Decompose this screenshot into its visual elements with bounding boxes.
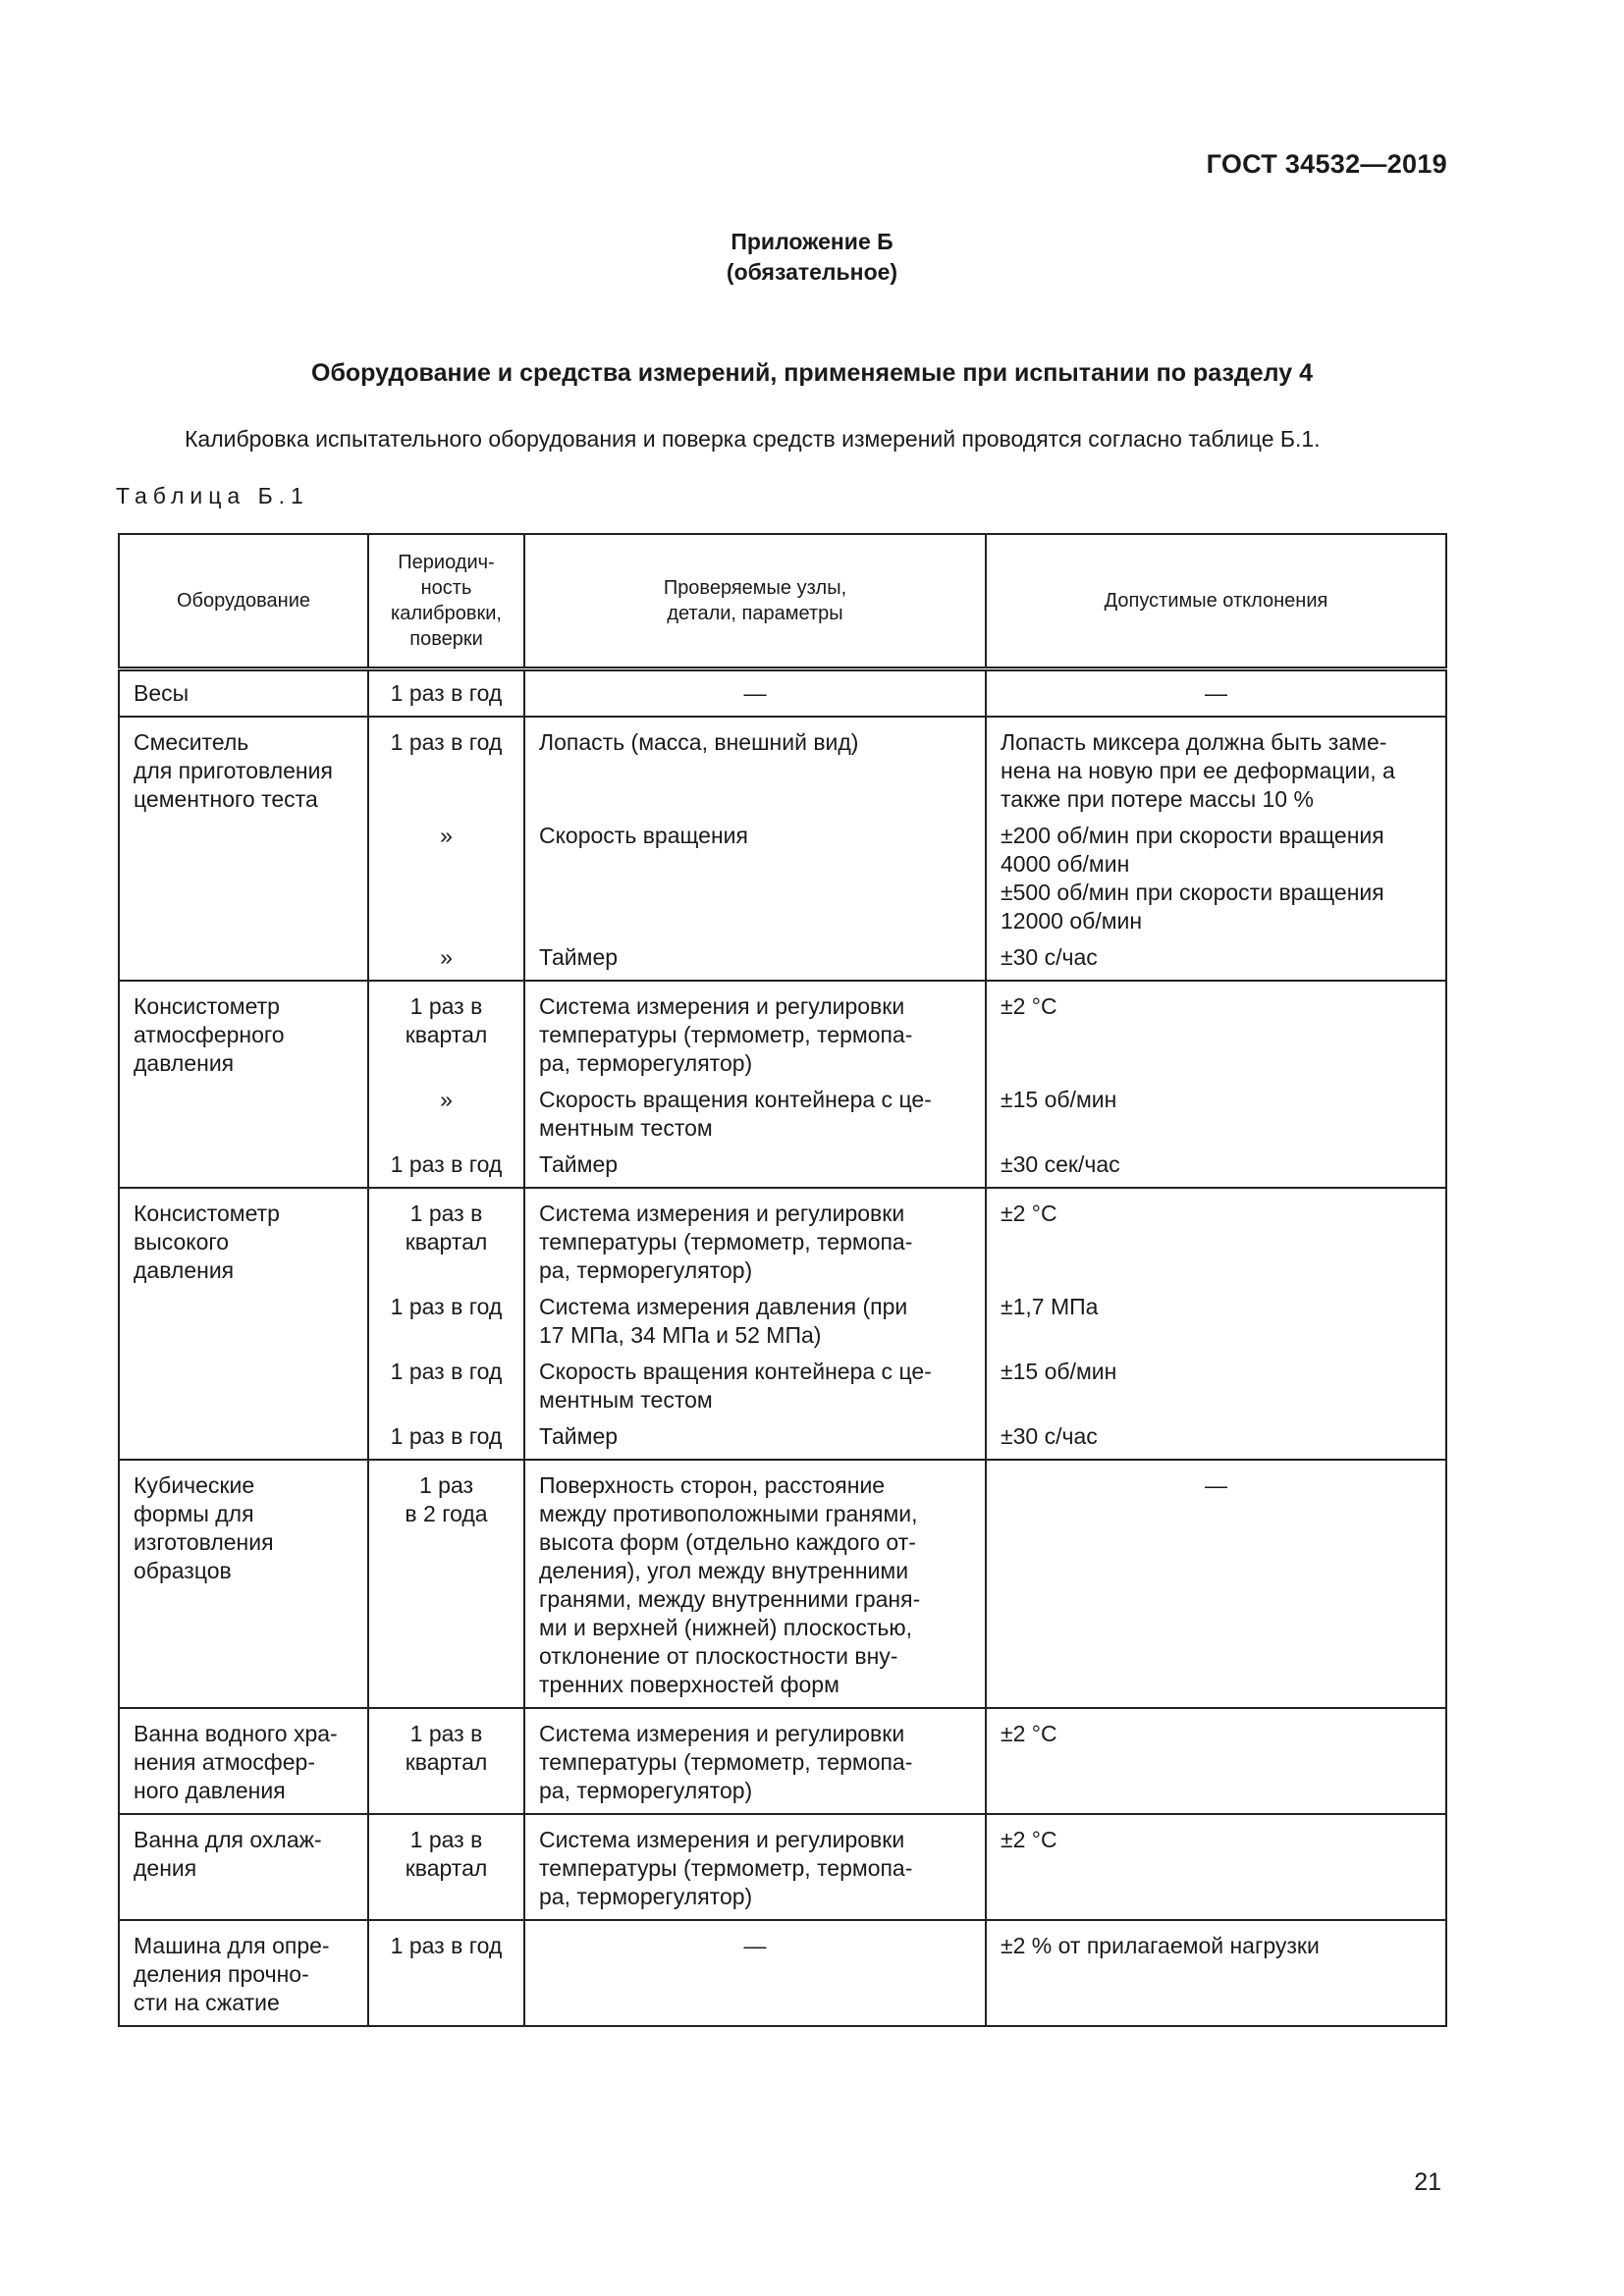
checked-cell: Система измерения и регулировки температуры (термометр, термопа- ра, терморегулятор) xyxy=(524,1188,986,1285)
table-row xyxy=(119,669,1446,718)
equipment-cell: Кубические формы для изготовления образцов xyxy=(119,1460,368,1708)
periodicity-cell: 1 раз в год xyxy=(368,1920,524,2026)
checked-cell: Таймер xyxy=(524,1415,986,1460)
tolerance-cell: ±2 °С xyxy=(986,1708,1446,1814)
checked-cell: Система измерения и регулировки температуры (термометр, термопа- ра, терморегулятор) xyxy=(524,1814,986,1920)
table-row xyxy=(119,1188,1446,1285)
tolerance-cell: ±30 с/час xyxy=(986,935,1446,981)
tolerance-cell: ±200 об/мин при скорости вращения 4000 об/мин ±500 об/мин при скорости вращения 12000 об/мин xyxy=(986,814,1446,935)
table-header-row xyxy=(119,534,1446,669)
periodicity-cell: 1 раз в год xyxy=(368,1415,524,1460)
periodicity-cell: 1 раз в квартал xyxy=(368,981,524,1078)
appendix-status: (обязательное) xyxy=(726,259,898,285)
tolerance-cell: ±2 % от прилагаемой нагрузки xyxy=(986,1920,1446,2026)
checked-cell: Лопасть (масса, внешний вид) xyxy=(524,717,986,814)
checked-cell: Таймер xyxy=(524,1143,986,1188)
periodicity-cell: 1 раз в год xyxy=(368,669,524,718)
checked-cell: — xyxy=(524,1920,986,2026)
periodicity-cell: 1 раз в квартал xyxy=(368,1708,524,1814)
equipment-cell: Ванна для охлаж- дения xyxy=(119,1814,368,1920)
tolerance-cell: ±1,7 МПа xyxy=(986,1285,1446,1350)
periodicity-cell: 1 раз в год xyxy=(368,717,524,814)
equipment-cell: Машина для опре- деления прочно- сти на сжатие xyxy=(119,1920,368,2026)
document-code: ГОСТ 34532—2019 xyxy=(1206,149,1447,179)
checked-cell: Таймер xyxy=(524,935,986,981)
periodicity-cell: » xyxy=(368,1078,524,1143)
periodicity-cell: 1 раз в год xyxy=(368,1143,524,1188)
header-checked-parts: Проверяемые узлы, детали, параметры xyxy=(524,534,986,669)
tolerance-cell: ±2 °С xyxy=(986,1188,1446,1285)
periodicity-cell: 1 раз в квартал xyxy=(368,1188,524,1285)
calibration-table xyxy=(118,533,1447,2027)
table-row xyxy=(119,1814,1446,1920)
periodicity-cell: » xyxy=(368,814,524,935)
checked-cell: Система измерения и регулировки температуры (термометр, термопа- ра, терморегулятор) xyxy=(524,1708,986,1814)
table-caption: Таблица Б.1 xyxy=(116,483,309,508)
periodicity-cell: 1 раз в год xyxy=(368,1285,524,1350)
calibration-table-frame xyxy=(118,533,1445,2027)
equipment-cell: Смеситель для приготовления цементного теста xyxy=(119,717,368,981)
table-row xyxy=(119,981,1446,1078)
tolerance-cell: ±2 °С xyxy=(986,981,1446,1078)
equipment-cell: Ванна водного хра- нения атмосфер- ного давления xyxy=(119,1708,368,1814)
table-row xyxy=(119,1708,1446,1814)
checked-cell: Система измерения давления (при 17 МПа, 34 МПа и 52 МПа) xyxy=(524,1285,986,1350)
tolerance-cell: ±2 °С xyxy=(986,1814,1446,1920)
intro-paragraph: Калибровка испытательного оборудования и поверка средств измерений проводятся согласно таблице Б.1. xyxy=(185,426,1321,452)
checked-cell: Скорость вращения xyxy=(524,814,986,935)
equipment-cell: Весы xyxy=(119,669,368,718)
periodicity-cell: 1 раз в 2 года xyxy=(368,1460,524,1708)
checked-cell: — xyxy=(524,669,986,718)
table-row xyxy=(119,717,1446,814)
table-row xyxy=(119,1460,1446,1708)
periodicity-cell: 1 раз в год xyxy=(368,1350,524,1415)
tolerance-cell: ±15 об/мин xyxy=(986,1078,1446,1143)
section-heading: Оборудование и средства измерений, применяемые при испытании по разделу 4 xyxy=(311,359,1313,387)
header-tolerance: Допустимые отклонения xyxy=(986,534,1446,669)
tolerance-cell: ±30 сек/час xyxy=(986,1143,1446,1188)
checked-cell: Скорость вращения контейнера с це- ментным тестом xyxy=(524,1078,986,1143)
tolerance-cell: ±15 об/мин xyxy=(986,1350,1446,1415)
appendix-title: Приложение Б xyxy=(731,229,893,254)
table-row xyxy=(119,1920,1446,2026)
periodicity-cell: » xyxy=(368,935,524,981)
checked-cell: Скорость вращения контейнера с це- ментным тестом xyxy=(524,1350,986,1415)
equipment-cell: Консистометр атмосферного давления xyxy=(119,981,368,1188)
header-equipment: Оборудование xyxy=(119,534,368,669)
periodicity-cell: 1 раз в квартал xyxy=(368,1814,524,1920)
header-periodicity: Периодич- ность калибровки, поверки xyxy=(368,534,524,669)
checked-cell: Поверхность сторон, расстояние между противоположными гранями, высота форм (отдельно каждого от- деления), угол между внутренними гранями, между внутренними граня- ми и верхней (нижней) плоскостью, отклонение от плоскостности вну- тренних поверхностей форм xyxy=(524,1460,986,1708)
page-number: 21 xyxy=(1414,2168,1441,2196)
tolerance-cell: ±30 с/час xyxy=(986,1415,1446,1460)
tolerance-cell: Лопасть миксера должна быть заме- нена на новую при ее деформации, а также при потере массы 10 % xyxy=(986,717,1446,814)
equipment-cell: Консистометр высокого давления xyxy=(119,1188,368,1460)
tolerance-cell: — xyxy=(986,1460,1446,1708)
tolerance-cell: — xyxy=(986,669,1446,718)
checked-cell: Система измерения и регулировки температуры (термометр, термопа- ра, терморегулятор) xyxy=(524,981,986,1078)
